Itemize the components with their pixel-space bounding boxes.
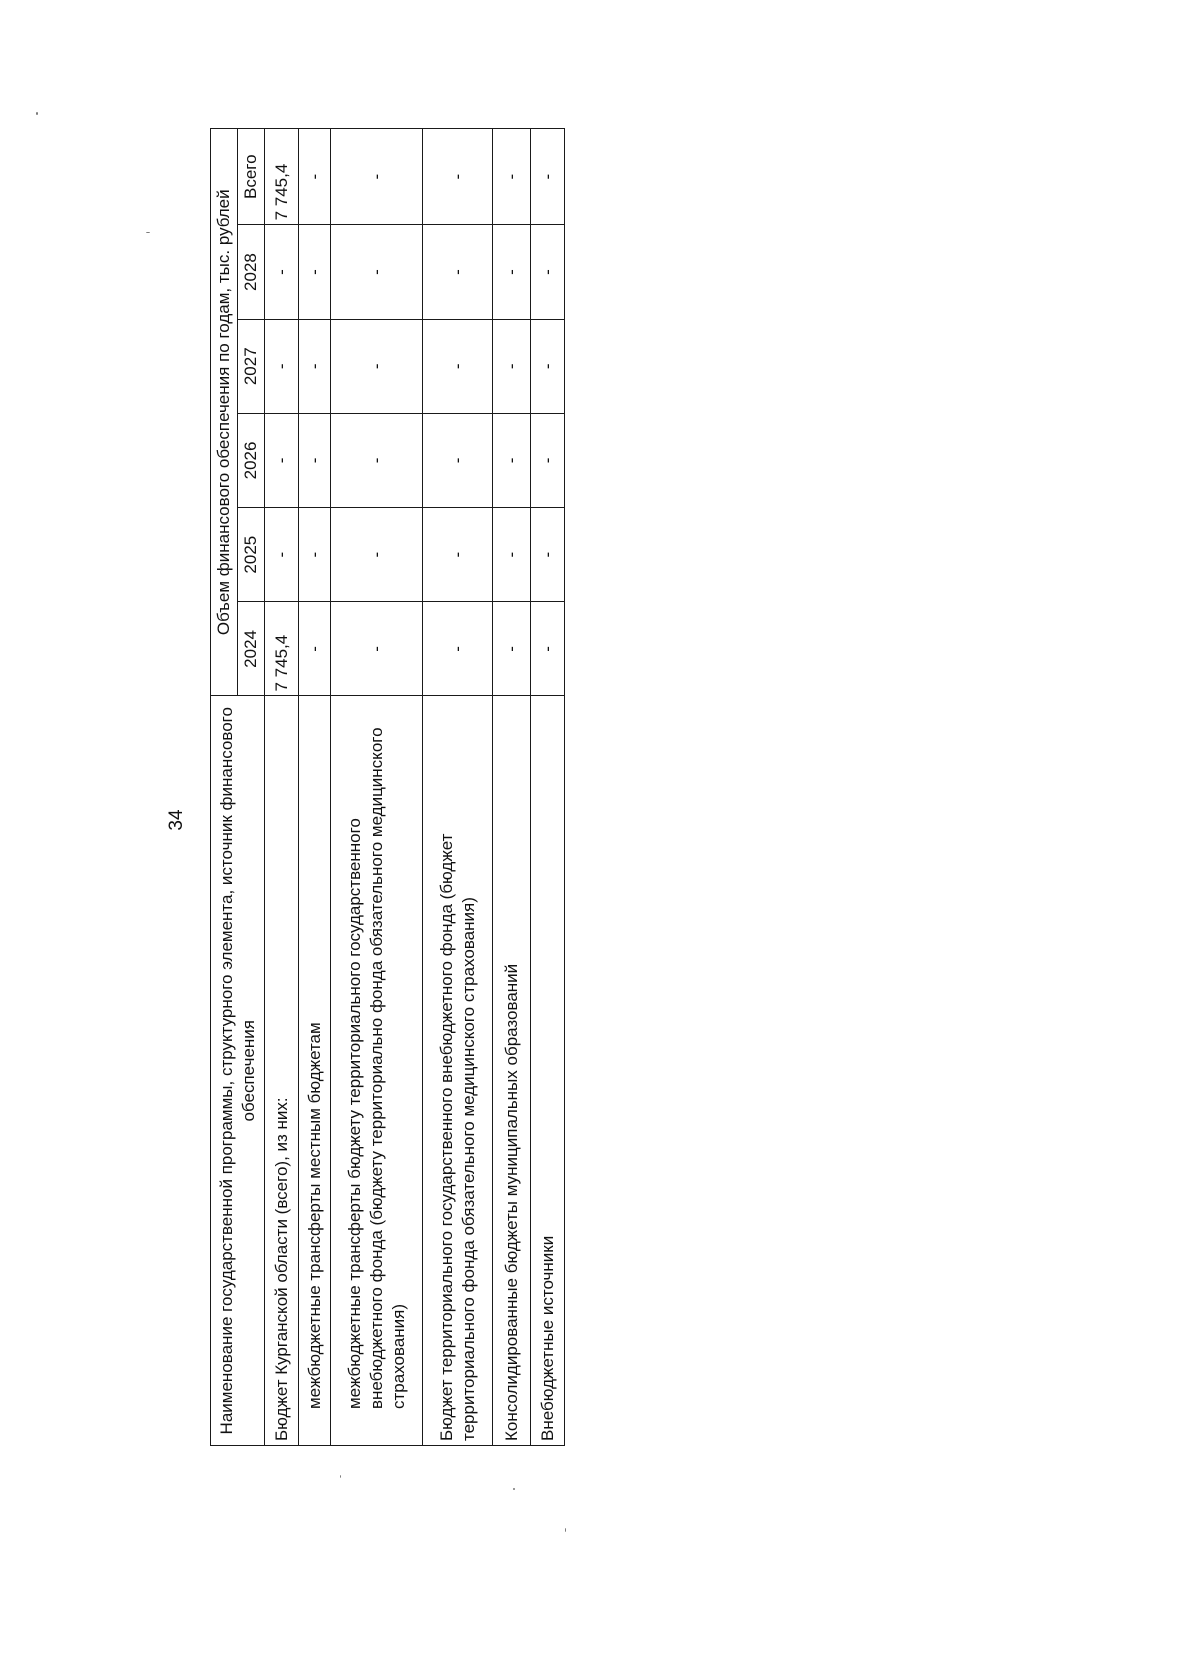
cell-value: -	[299, 319, 331, 413]
cell-value: -	[299, 413, 331, 507]
cell-value: -	[531, 129, 565, 225]
cell-value: -	[331, 129, 423, 225]
table-row	[331, 129, 423, 1446]
cell-value: -	[299, 508, 331, 602]
table-row	[493, 129, 531, 1446]
cell-value: -	[423, 413, 493, 507]
table-row	[299, 129, 331, 1446]
cell-value: -	[493, 602, 531, 696]
cell-value: -	[265, 225, 299, 319]
cell-value: -	[423, 129, 493, 225]
table-row	[265, 129, 299, 1446]
cell-value: -	[265, 413, 299, 507]
scan-speck	[513, 1488, 515, 1490]
cell-value: -	[299, 225, 331, 319]
cell-value: -	[423, 508, 493, 602]
cell-value: -	[423, 319, 493, 413]
cell-value: 7 745,4	[265, 602, 299, 696]
name-column-header: Наименование государственной программы, структурного элемента, источник финансового обеспечения	[211, 696, 265, 1446]
table-row	[423, 129, 493, 1446]
cell-value: 7 745,4	[265, 129, 299, 225]
cell-value: -	[493, 225, 531, 319]
total-header: Всего	[238, 129, 265, 225]
cell-value: -	[299, 602, 331, 696]
cell-value: -	[331, 319, 423, 413]
cell-value: -	[331, 508, 423, 602]
cell-value: -	[493, 129, 531, 225]
scan-speck	[36, 112, 38, 115]
cell-value: -	[299, 129, 331, 225]
cell-value: -	[331, 225, 423, 319]
row-label-municipal-budgets: Консолидированные бюджеты муниципальных образований	[493, 696, 531, 1446]
row-label-regional-budget: Бюджет Курганской области (всего), из них:	[265, 696, 299, 1446]
funding-group-header: Объем финансового обеспечения по годам, тыс. рублей	[211, 129, 238, 697]
scan-speck	[565, 1528, 566, 1532]
row-label-local-transfers: межбюджетные трансферты местным бюджетам	[299, 696, 331, 1446]
cell-value: -	[531, 319, 565, 413]
scan-speck	[340, 1475, 341, 1478]
cell-value: -	[423, 225, 493, 319]
finance-table	[210, 128, 565, 1446]
cell-value: -	[265, 508, 299, 602]
year-header-2026: 2026	[238, 413, 265, 507]
cell-value: -	[265, 319, 299, 413]
scan-speck	[146, 232, 150, 233]
cell-value: -	[531, 602, 565, 696]
cell-value: -	[531, 508, 565, 602]
rotated-sheet	[210, 128, 564, 1446]
cell-value: -	[493, 413, 531, 507]
cell-value: -	[331, 413, 423, 507]
row-label-fund-transfers: межбюджетные трансферты бюджету территориального государственного внебюджетного фонда (бюджету территориально фонда обязательного медицинского страхования)	[331, 696, 423, 1446]
cell-value: -	[423, 602, 493, 696]
cell-value: -	[493, 508, 531, 602]
cell-value: -	[331, 602, 423, 696]
year-header-2025: 2025	[238, 508, 265, 602]
cell-value: -	[531, 225, 565, 319]
table-row	[531, 129, 565, 1446]
cell-value: -	[493, 319, 531, 413]
year-header-2024: 2024	[238, 602, 265, 696]
row-label-extrabudgetary: Внебюджетные источники	[531, 696, 565, 1446]
cell-value: -	[531, 413, 565, 507]
year-header-2028: 2028	[238, 225, 265, 319]
year-header-2027: 2027	[238, 319, 265, 413]
page-number: 34	[166, 809, 187, 831]
row-label-fund-budget: Бюджет территориального государственного внебюджетного фонда (бюджет территориального фонда обязательного медицинского страхования)	[423, 696, 493, 1446]
